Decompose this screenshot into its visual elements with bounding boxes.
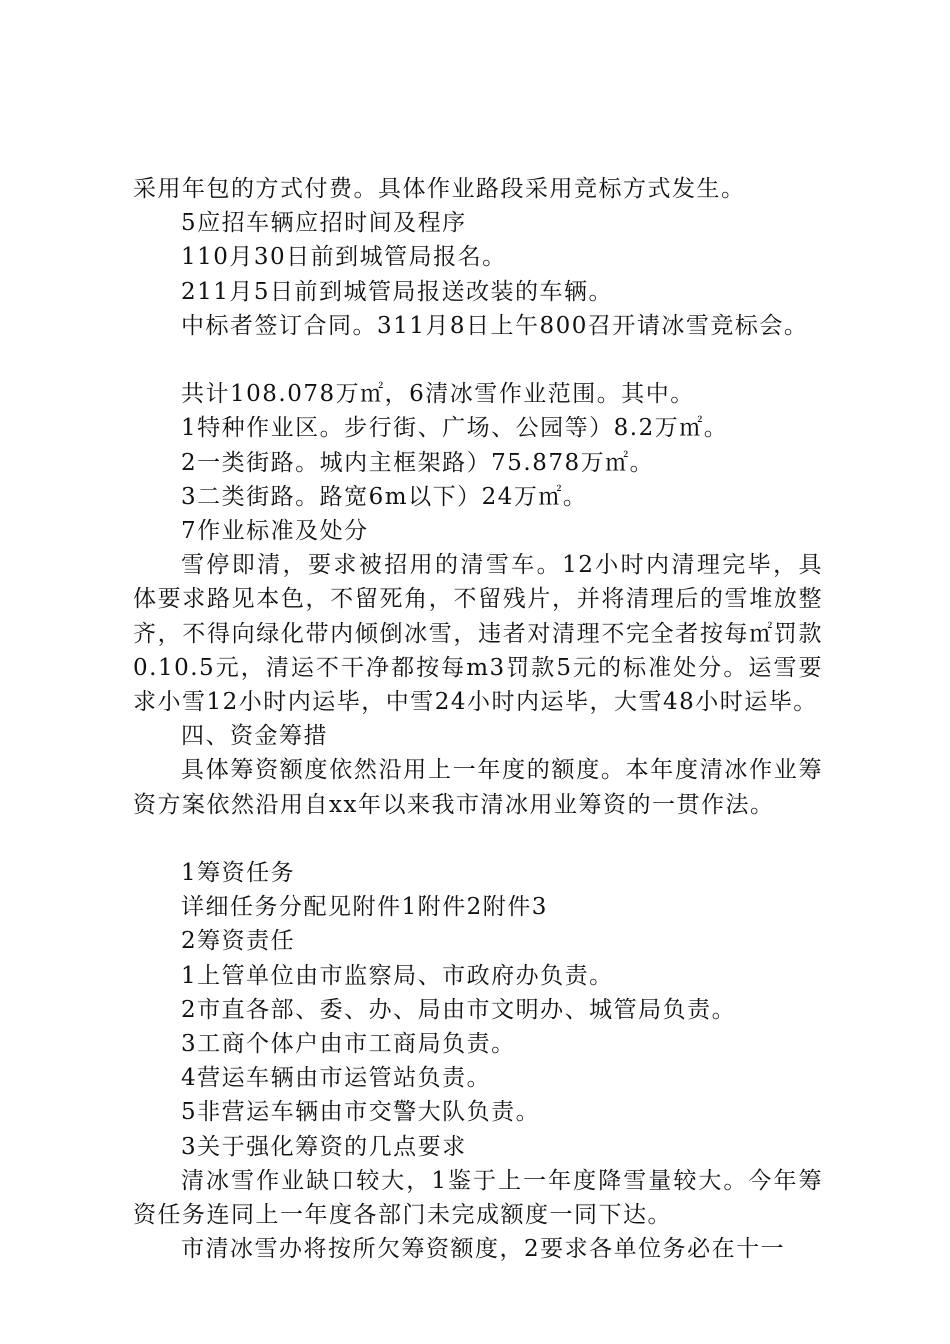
document-body — [133, 172, 823, 1266]
list-item: 中标者签订合同。311月8日上午800召开请冰雪竞标会。 — [181, 312, 809, 339]
list-item: 3二类街路。路宽6m以下）24万㎡。 — [181, 483, 588, 510]
subheading-funding-tasks: 1筹资任务 — [181, 860, 296, 887]
list-item: 1特种作业区。步行街、广场、公园等）8.2万㎡。 — [181, 415, 729, 442]
paragraph: 具体筹资额度依然沿用上一年度的额度。本年度清冰作业筹资方案依然沿用自xx年以来我市清冰用业筹资的一贯作法。 — [133, 757, 823, 818]
section-heading-standards: 7作业标准及处分 — [181, 518, 369, 545]
subheading-funding-requirements: 3关于强化筹资的几点要求 — [181, 1133, 467, 1160]
paragraph: 雪停即清，要求被招用的清雪车。12小时内清理完毕，具体要求路见本色，不留死角，不留残片，并将清理后的雪堆放整齐，不得向绿化带内倾倒冰雪，违者对清理不完全者按每㎡罚款0.10.5元，清运不干净都按每m3罚款5元的标准处分。运雪要求小雪12小时内运毕，中雪24小时内运毕，大雪48小时运毕。 — [133, 552, 823, 716]
paragraph: 共计108.078万㎡，6清冰雪作业范围。其中。 — [181, 381, 695, 408]
list-item: 2一类街路。城内主框架路）75.878万㎡。 — [181, 449, 655, 476]
paragraph: 详细任务分配见附件1附件2附件3 — [181, 894, 548, 921]
list-item: 110月30日前到城管局报名。 — [181, 244, 507, 271]
section-heading-funding: 四、资金筹措 — [181, 723, 328, 750]
blank-line — [133, 822, 823, 856]
section-heading-vehicle-schedule: 5应招车辆应招时间及程序 — [181, 210, 467, 237]
list-item: 4营运车辆由市运管站负责。 — [181, 1065, 492, 1092]
subheading-funding-responsibility: 2筹资责任 — [181, 928, 296, 955]
list-item: 5非营运车辆由市交警大队负责。 — [181, 1099, 541, 1126]
list-item: 1上管单位由市监察局、市政府办负责。 — [181, 962, 614, 989]
paragraph: 清冰雪作业缺口较大，1鉴于上一年度降雪量较大。今年筹资任务连同上一年度各部门未完成额度一同下达。 — [133, 1167, 823, 1229]
list-item: 211月5日前到城管局报送改装的车辆。 — [181, 278, 614, 305]
list-item: 3工商个体户由市工商局负责。 — [181, 1031, 516, 1058]
list-item: 2市直各部、委、办、局由市文明办、城管局负责。 — [181, 996, 737, 1023]
blank-line — [133, 343, 823, 377]
paragraph: 市清冰雪办将按所欠筹资额度，2要求各单位务必在十一 — [181, 1236, 786, 1263]
paragraph-continuation: 采用年包的方式付费。具体作业路段采用竞标方式发生。 — [133, 176, 746, 202]
